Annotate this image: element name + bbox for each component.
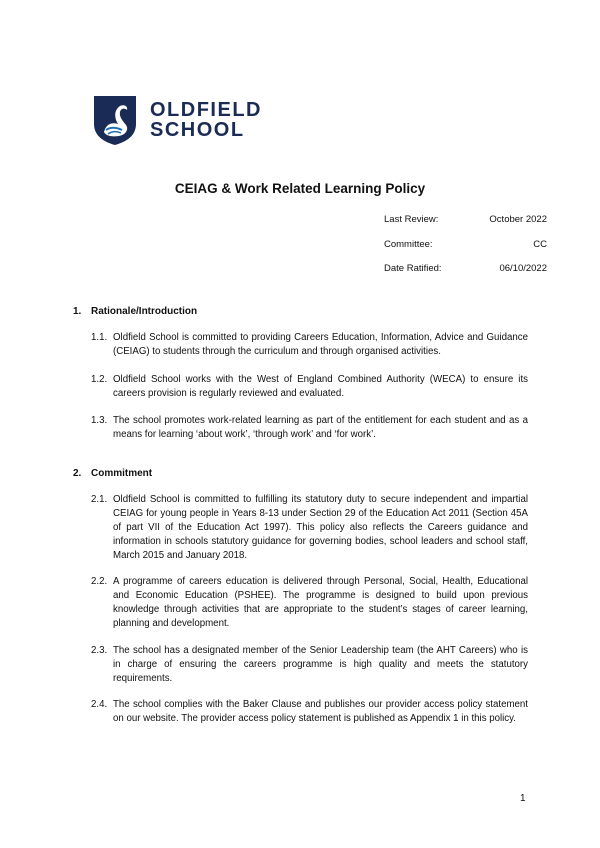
clause-2-3 <box>91 644 528 686</box>
meta-value: October 2022 <box>489 214 547 225</box>
clause-text: Oldfield School works with the West of England Combined Authority (WECA) to ensure its careers provision is regularly reviewed and evaluated. <box>113 374 528 399</box>
clause-1-3 <box>91 414 528 442</box>
clause-number: 2.1. <box>91 494 108 505</box>
clause-number: 2.2. <box>91 576 108 587</box>
clause-number: 1.1. <box>91 332 108 343</box>
school-logo <box>92 94 262 146</box>
meta-row-committee <box>384 239 547 264</box>
clause-text: The school has a designated member of the Senior Leadership team (the AHT Careers) who is in charge of ensuring the careers programme is high quality and meets the statutory requirements. <box>113 645 528 684</box>
review-meta-table <box>384 214 547 288</box>
clause-text: The school promotes work-related learning as part of the entitlement for each student and as a means for learning ‘about work’, ‘through work’ and ‘for work’. <box>113 415 528 440</box>
section-number: 2. <box>73 468 82 479</box>
logo-wordmark <box>150 100 262 140</box>
meta-row-date-ratified <box>384 263 547 288</box>
clause-text: Oldfield School is committed to providing Careers Education, Information, Advice and Guidance (CEIAG) to students through the curriculum and through organised activities. <box>113 332 528 357</box>
section-title: Commitment <box>91 468 153 479</box>
meta-row-last-review <box>384 214 547 239</box>
section-heading-rationale <box>73 306 197 317</box>
clause-number: 2.4. <box>91 699 108 710</box>
meta-label: Date Ratified: <box>384 263 442 274</box>
meta-label: Last Review: <box>384 214 439 225</box>
clause-number: 1.3. <box>91 415 108 426</box>
meta-value: 06/10/2022 <box>499 263 547 274</box>
clause-1-2 <box>91 373 528 401</box>
section-heading-commitment <box>73 468 152 479</box>
clause-1-1 <box>91 331 528 359</box>
clause-2-4 <box>91 698 528 726</box>
clause-text: A programme of careers education is delivered through Personal, Social, Health, Educational and Economic Education (PSHEE). The programme is designed to build upon previous knowledge through activities that are appropriate to the student’s stages of career learning, planning and development. <box>113 576 528 629</box>
clause-2-2 <box>91 575 528 631</box>
meta-label: Committee: <box>384 238 433 250</box>
clause-number: 2.3. <box>91 645 108 656</box>
logo-line-1: OLDFIELD <box>150 99 262 121</box>
clause-text: Oldfield School is committed to fulfilling its statutory duty to secure independent and impartial CEIAG for young people in Years 8-13 under Section 29 of the Education Act 2011 (Section 45A of part VII of the Education Act 1997). This policy also reflects the Careers guidance and information in schools statutory guidance for governing bodies, school leaders and school staff, March 2015 and January 2018. <box>113 494 528 561</box>
swan-crest-icon <box>92 94 138 146</box>
logo-line-2: SCHOOL <box>150 119 245 141</box>
clause-text: The school complies with the Baker Clause and publishes our provider access policy statement on our website. The provider access policy statement is published as Appendix 1 in this policy. <box>113 699 528 724</box>
page-number: 1 <box>520 793 526 804</box>
meta-value: CC <box>533 238 547 250</box>
clause-number: 1.2. <box>91 374 108 385</box>
clause-2-1 <box>91 493 528 563</box>
section-number: 1. <box>73 306 82 317</box>
section-title: Rationale/Introduction <box>91 306 198 317</box>
document-title: CEIAG & Work Related Learning Policy <box>174 181 426 196</box>
